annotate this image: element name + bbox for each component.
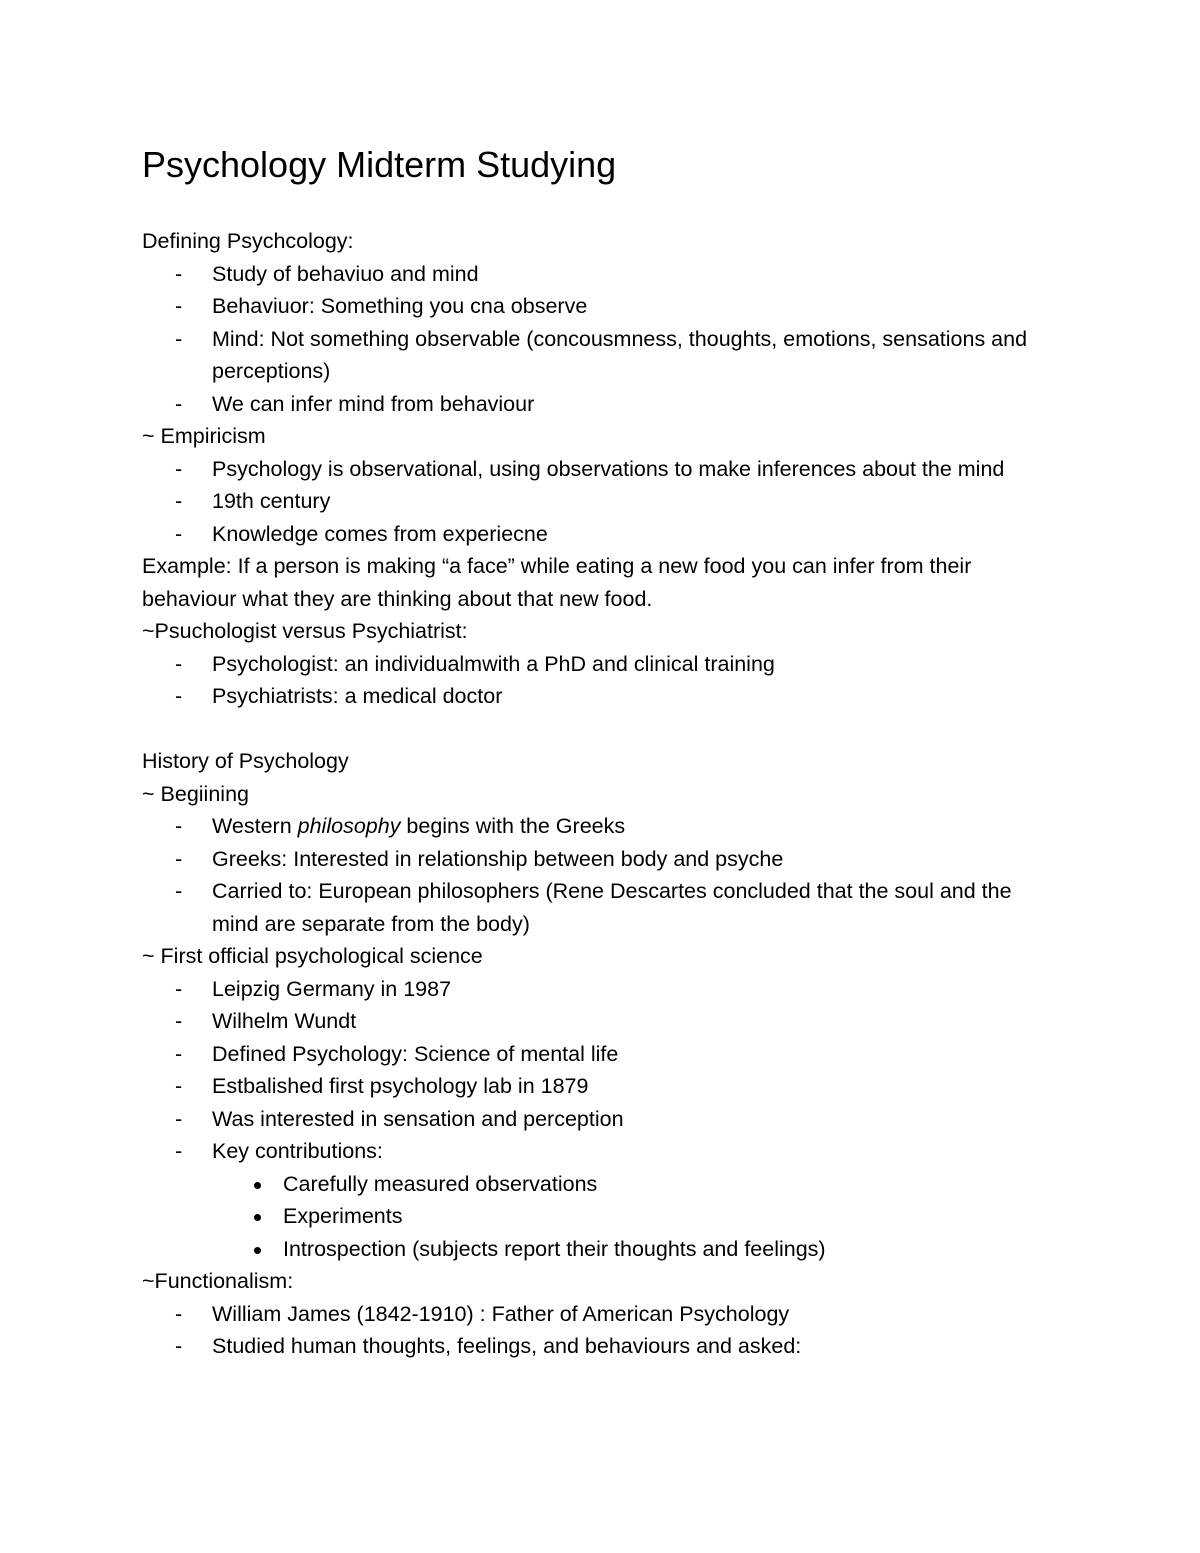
subsection-heading-functionalism: ~Functionalism: — [142, 1269, 294, 1293]
subsection-heading-beginning: ~ Begiining — [142, 781, 249, 806]
emphasis-text: philosophy — [297, 814, 401, 838]
list-item: - Wilhelm Wundt — [142, 1005, 1062, 1038]
list-item: - 19th century — [142, 485, 1062, 518]
list-item: - Psychiatrists: a medical doctor — [142, 680, 1062, 713]
document-body — [142, 225, 1062, 1363]
list-item: - Key contributions: — [142, 1135, 1062, 1168]
list-item: - Studied human thoughts, feelings, and behaviours and asked: — [142, 1330, 1062, 1363]
section-heading-history: History of Psychology — [142, 749, 349, 773]
versus-list — [142, 648, 1062, 713]
list-item: Experiments — [142, 1200, 1062, 1233]
list-item: Carefully measured observations — [142, 1168, 1062, 1201]
example-line-1: Example: If a person is making “a face” while eating a new food you can infer from their — [142, 554, 972, 578]
defining-list — [142, 258, 1062, 421]
list-item: - Carried to: European philosophers (Rene Descartes concluded that the soul and the mind are separate from the body) — [142, 875, 1062, 940]
list-item: - Knowledge comes from experiecne — [142, 518, 1062, 551]
list-item: - Study of behaviuo and mind — [142, 258, 1062, 291]
blank-line — [142, 713, 1062, 746]
list-item: - Behaviuor: Something you cna observe — [142, 290, 1062, 323]
list-item: - Psychologist: an individualmwith a PhD and clinical training — [142, 648, 1062, 681]
list-item: Introspection (subjects report their thoughts and feelings) — [142, 1233, 1062, 1266]
list-item: - Mind: Not something observable (concousmness, thoughts, emotions, sensations and perceptions) — [142, 323, 1062, 388]
list-item: - William James (1842-1910) : Father of American Psychology — [142, 1298, 1062, 1331]
first-science-list — [142, 973, 1062, 1168]
list-item: - Greeks: Interested in relationship between body and psyche — [142, 843, 1062, 876]
section-heading-defining: Defining Psychcology: — [142, 229, 354, 253]
list-item-text: begins with the Greeks — [400, 814, 626, 838]
section-heading-empiricism: ~ Empiricism — [142, 424, 266, 448]
list-item-text: Western — [212, 814, 298, 838]
list-item — [142, 810, 1062, 843]
functionalism-list — [142, 1298, 1062, 1363]
list-item: - Was interested in sensation and perception — [142, 1103, 1062, 1136]
subsection-heading-first-science: ~ First official psychological science — [142, 944, 483, 968]
contributions-list — [142, 1168, 1062, 1266]
example-line-2: behaviour what they are thinking about that new food. — [142, 586, 653, 611]
empiricism-list — [142, 453, 1062, 551]
list-item: - Estbalished first psychology lab in 1879 — [142, 1070, 1062, 1103]
page-title: Psychology Midterm Studying — [142, 144, 617, 185]
list-item: - Leipzig Germany in 1987 — [142, 973, 1062, 1006]
section-heading-versus: ~Psuchologist versus Psychiatrist: — [142, 619, 468, 643]
list-item: - Defined Psychology: Science of mental life — [142, 1038, 1062, 1071]
list-item: - Psychology is observational, using observations to make inferences about the mind — [142, 453, 1062, 486]
beginning-list — [142, 810, 1062, 940]
list-item: - We can infer mind from behaviour — [142, 388, 1062, 421]
